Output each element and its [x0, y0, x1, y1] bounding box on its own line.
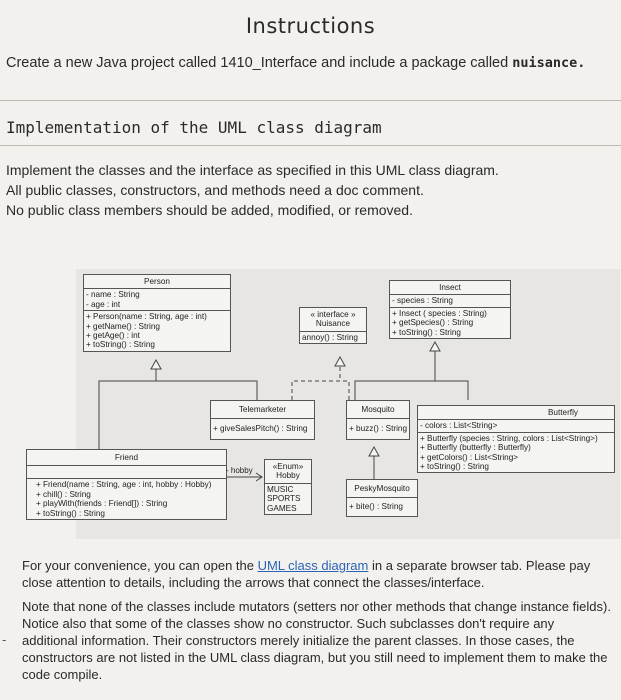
class-name: Friend — [27, 450, 226, 466]
method: + getColors() : List<String> — [420, 452, 519, 462]
enum-value: SPORTS — [267, 494, 301, 504]
field: - name : String — [86, 290, 140, 300]
method: + getSpecies() : String — [392, 318, 474, 328]
stereotype: «Enum» — [272, 462, 304, 471]
enum-value: GAMES — [267, 503, 297, 513]
methods — [27, 479, 226, 519]
section-title: Implementation of the UML class diagram — [6, 118, 382, 137]
method: + Friend(name : String, age : int, hobby : Hobby) — [36, 480, 212, 490]
method: + Butterfly (species : String, colors : List<String>) — [420, 433, 598, 443]
section-paragraph — [6, 160, 566, 220]
para-line: All public classes, constructors, and methods need a doc comment. — [6, 182, 424, 198]
class-name: Insect — [390, 281, 510, 295]
page-title: Instructions — [245, 14, 376, 38]
class-name: Butterfly — [418, 406, 614, 420]
interface-name: Nuisance — [315, 319, 351, 329]
class-person — [83, 274, 231, 352]
fields — [27, 466, 226, 479]
fields — [418, 420, 614, 432]
methods — [84, 311, 230, 351]
method: + bite() : String — [349, 502, 403, 512]
enum-name: Hobby — [276, 471, 300, 481]
method: + getAge() : int — [86, 331, 140, 341]
intro-prefix: Create a new Java project called 1410_Interface and include a package called — [6, 55, 513, 71]
method: + chill() : String — [36, 489, 91, 499]
package-name: nuisance. — [512, 55, 586, 71]
field: - age : int — [86, 299, 121, 309]
class-insect — [389, 280, 511, 339]
note-text: in a separate browser tab. Please pay close attention to details, including the arrows that connect the classes/interface. — [22, 558, 591, 590]
divider — [0, 145, 621, 146]
methods — [211, 419, 314, 438]
method: + buzz() : String — [349, 424, 408, 434]
interface-nuisance — [299, 307, 367, 344]
note-text: For your convenience, you can open the — [22, 558, 258, 573]
class-telemarketer — [210, 400, 315, 440]
method: + playWith(friends : Friend[]) : String — [36, 499, 168, 509]
class-butterfly — [417, 405, 615, 473]
method: annoy() : String — [302, 332, 358, 342]
class-name: PeskyMosquito — [347, 480, 417, 498]
intro-text — [6, 55, 585, 71]
field: - colors : List<String> — [420, 421, 498, 431]
class-name: Person — [84, 275, 230, 289]
association-label: - hobby — [226, 466, 253, 475]
class-name: Mosquito — [347, 401, 409, 419]
methods — [418, 433, 614, 473]
method: + Butterfly (butterfly : Butterfly) — [420, 443, 531, 453]
bullet-dash: - — [2, 632, 7, 647]
uml-diagram-link[interactable]: UML class diagram — [257, 558, 369, 573]
enum-value: MUSIC — [267, 484, 294, 494]
note-paragraph: Note that none of the classes include mutators (setters nor other methods that change instance fields). Notice also that some of the classes show no constructor. Such subclasses don't require any additional information. Their constructors merely initialize the parent classes. In those cases, the constructors are not listed in the UML class diagram, but you still need to implement them to make the code compile. — [22, 599, 611, 682]
method: + getName() : String — [86, 321, 160, 331]
para-line: Implement the classes and the interface as specified in this UML class diagram. — [6, 162, 499, 178]
class-mosquito — [346, 400, 410, 440]
methods — [300, 332, 366, 343]
method: + Insect ( species : String) — [392, 308, 487, 318]
class-friend — [26, 449, 227, 520]
stereotype: « interface » — [310, 310, 356, 319]
class-name: Telemarketer — [211, 401, 314, 419]
method: + toString() : String — [420, 462, 489, 472]
method: + Person(name : String, age : int) — [86, 312, 207, 322]
enum-hobby — [264, 459, 312, 515]
class-pesky-mosquito — [346, 479, 418, 517]
note-paragraph — [22, 557, 612, 591]
notes — [22, 557, 612, 690]
methods — [390, 308, 510, 338]
divider — [0, 100, 621, 101]
methods — [347, 419, 409, 438]
methods — [347, 498, 417, 515]
method: + toString() : String — [36, 508, 105, 518]
uml-class-diagram — [36, 269, 620, 539]
enum-values — [265, 484, 311, 514]
method: + giveSalesPitch() : String — [213, 424, 308, 434]
interface-header — [300, 308, 366, 332]
fields — [390, 295, 510, 307]
fields — [84, 289, 230, 311]
para-line: No public class members should be added, modified, or removed. — [6, 202, 413, 218]
method: + toString() : String — [86, 340, 155, 350]
field: - species : String — [392, 296, 453, 306]
method: + toString() : String — [392, 327, 461, 337]
enum-header — [265, 460, 311, 484]
